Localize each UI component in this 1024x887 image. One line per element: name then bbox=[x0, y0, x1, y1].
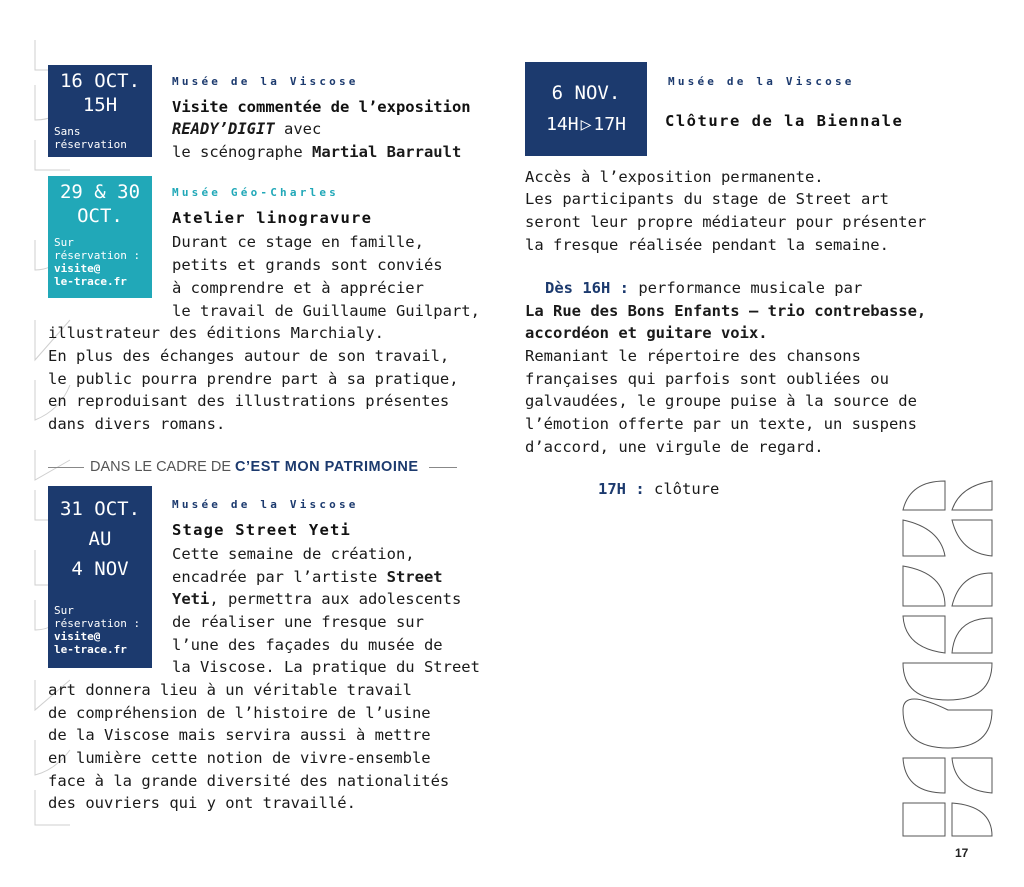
event3-date-box bbox=[48, 486, 152, 668]
performance-text: performance musicale par bbox=[629, 279, 863, 297]
event2-date-box bbox=[48, 176, 152, 298]
event2-body-line4: le travail de Guillaume Guilpart, bbox=[172, 302, 480, 320]
event1-title-line2 bbox=[172, 118, 321, 141]
desc-line3: galvaudées, le groupe puise à la source de bbox=[525, 392, 917, 410]
event2-full-line4: en reproduisant des illustrations présentes bbox=[48, 392, 450, 410]
event3-full-line6: des ouvriers qui y ont travaillé. bbox=[48, 794, 356, 812]
cadre-banner bbox=[48, 456, 488, 478]
event3-body-line3 bbox=[172, 588, 461, 611]
event3-artist-second: Yeti bbox=[172, 590, 210, 608]
event3-full-line1: art donnera lieu à un véritable travail bbox=[48, 681, 412, 699]
cadre-prefix: DANS LE CADRE DE bbox=[90, 459, 236, 475]
closing-time-from: 14H bbox=[546, 114, 579, 135]
event2-body-line1: Durant ce stage en famille, bbox=[172, 233, 424, 251]
closing-time-line bbox=[598, 478, 719, 501]
page-number: 17 bbox=[955, 846, 969, 860]
closing-title: Clôture de la Biennale bbox=[665, 112, 904, 130]
event1-venue: Musée de la Viscose bbox=[172, 75, 359, 88]
closing-intro-line4: la fresque réalisée pendant la semaine. bbox=[525, 236, 889, 254]
event3-note-4: le-trace.fr bbox=[54, 643, 127, 656]
event2-venue: Musée Géo-Charles bbox=[172, 186, 339, 199]
event3-body-line5: l’une des façades du musée de bbox=[172, 636, 443, 654]
event2-body-line3: à comprendre et à apprécier bbox=[172, 279, 424, 297]
event3-date-line2: AU bbox=[88, 528, 112, 550]
desc-line2: françaises qui parfois sont oubliées ou bbox=[525, 370, 889, 388]
event3-artist-label: encadrée par l’artiste bbox=[172, 568, 387, 586]
event3-date-line1: 31 OCT. bbox=[59, 498, 141, 520]
event3-full-line3: de la Viscose mais servira aussi à mettre bbox=[48, 726, 431, 744]
event1-exhibition-name: READY’DIGIT bbox=[172, 120, 275, 138]
event1-scenographer-label: le scénographe bbox=[172, 143, 312, 161]
event2-full-line5: dans divers romans. bbox=[48, 415, 226, 433]
event1-title-line1: Visite commentée de l’exposition bbox=[172, 98, 471, 116]
closing-time-range bbox=[525, 114, 647, 135]
event1-time: 15H bbox=[82, 94, 118, 116]
closing-venue: Musée de la Viscose bbox=[668, 75, 855, 88]
closing-time-label: 17H : bbox=[598, 480, 645, 498]
event1-avec: avec bbox=[274, 120, 322, 138]
event1-scenographer-name: Martial Barrault bbox=[311, 143, 462, 161]
event2-note-3: visite@ bbox=[54, 262, 101, 275]
event3-date-line3: 4 NOV bbox=[71, 558, 129, 580]
closing-time-text: clôture bbox=[644, 480, 720, 498]
event3-note-3: visite@ bbox=[54, 630, 101, 643]
event1-note-2: réservation bbox=[54, 138, 127, 151]
arrow-icon: ▷ bbox=[580, 114, 592, 135]
event2-full-line3: le public pourra prendre part à sa pratique, bbox=[48, 370, 459, 388]
event3-body-line3-rest: , permettra aux adolescents bbox=[209, 590, 462, 608]
desc-line1: Remaniant le répertoire des chansons bbox=[525, 347, 861, 365]
event2-full-line1: illustrateur des éditions Marchialy. bbox=[48, 324, 384, 342]
event3-full-line5: face à la grande diversité des nationalités bbox=[48, 772, 450, 790]
desc-line4: l’émotion offerte par un texte, un suspens bbox=[525, 415, 917, 433]
event3-body-line6: la Viscose. La pratique du Street bbox=[172, 658, 480, 676]
band-line1: La Rue des Bons Enfants – trio contrebasse, bbox=[525, 302, 927, 320]
event1-date: 16 OCT. bbox=[59, 70, 141, 92]
event3-note-1: Sur bbox=[54, 604, 74, 617]
event3-body-line2 bbox=[172, 566, 443, 589]
event2-note-4: le-trace.fr bbox=[54, 275, 127, 288]
event2-date-line2: OCT. bbox=[77, 205, 123, 227]
performance-time: Dès 16H : bbox=[545, 279, 629, 297]
cadre-right-rule bbox=[429, 467, 457, 468]
event3-title: Stage Street Yeti bbox=[172, 521, 352, 539]
event1-title-line3 bbox=[172, 141, 461, 164]
event2-title: Atelier linogravure bbox=[172, 209, 373, 227]
closing-time-to: 17H bbox=[593, 114, 626, 135]
event1-date-box bbox=[48, 65, 152, 157]
closing-intro-line2: Les participants du stage de Street art bbox=[525, 190, 889, 208]
event3-artist-first: Street bbox=[386, 568, 443, 586]
event2-note-2: réservation : bbox=[54, 249, 141, 262]
closing-date: 6 NOV. bbox=[551, 82, 621, 104]
closing-intro-line3: seront leur propre médiateur pour présenter bbox=[525, 213, 927, 231]
closing-intro-line1: Accès à l’exposition permanente. bbox=[525, 168, 824, 186]
performance-line bbox=[545, 277, 862, 300]
event2-full-line2: En plus des échanges autour de son travail, bbox=[48, 347, 450, 365]
event3-note-2: réservation : bbox=[54, 617, 141, 630]
event3-body-line1: Cette semaine de création, bbox=[172, 545, 415, 563]
closing-date-box bbox=[525, 62, 647, 156]
event2-date-line1: 29 & 30 bbox=[59, 181, 141, 203]
right-decorative-shapes bbox=[900, 478, 995, 838]
event3-venue: Musée de la Viscose bbox=[172, 498, 359, 511]
event3-full-line2: de compréhension de l’histoire de l’usine bbox=[48, 704, 431, 722]
event2-body-line2: petits et grands sont conviés bbox=[172, 256, 443, 274]
band-line2: accordéon et guitare voix. bbox=[525, 324, 768, 342]
event3-full-line4: en lumière cette notion de vivre-ensemble bbox=[48, 749, 431, 767]
cadre-program-name: C’EST MON PATRIMOINE bbox=[235, 459, 419, 475]
desc-line5: d’accord, une virgule de regard. bbox=[525, 438, 824, 456]
cadre-left-rule bbox=[48, 467, 84, 468]
event1-note-1: Sans bbox=[54, 125, 81, 138]
event3-body-line4: de réaliser une fresque sur bbox=[172, 613, 424, 631]
event2-note-1: Sur bbox=[54, 236, 74, 249]
